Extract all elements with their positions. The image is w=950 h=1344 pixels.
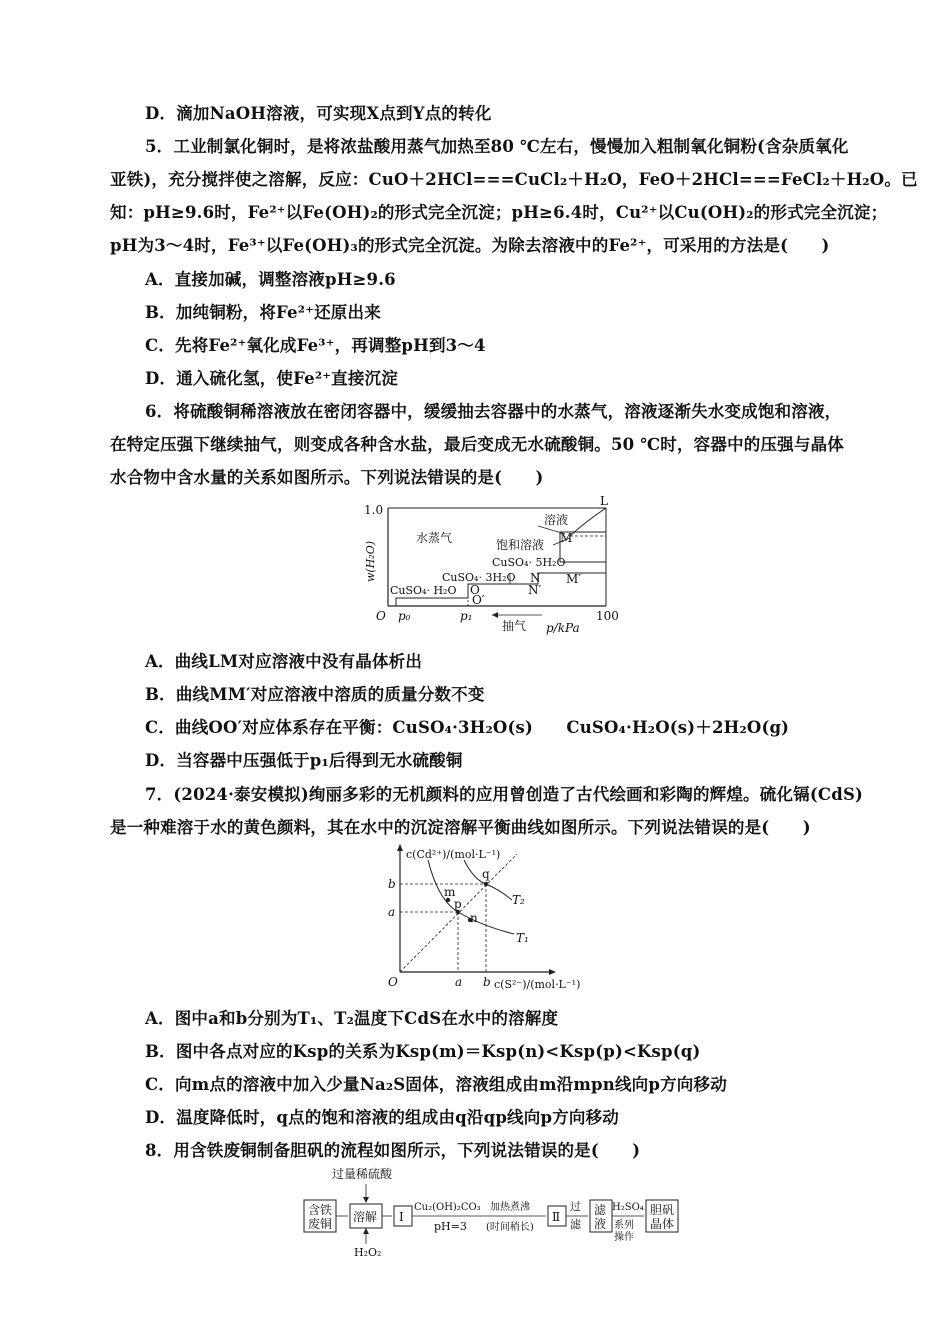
q6-label-vapor: 水蒸气	[416, 531, 453, 545]
q6-xtick-p1: p₁	[460, 609, 473, 623]
flow-step2: Ⅱ	[552, 1210, 561, 1224]
q6-figure	[360, 494, 620, 636]
q7-curve-T2: T₂	[512, 893, 525, 907]
q6-option-c: C．曲线OO′对应体系存在平衡：CuSO₄·3H₂O(s) CuSO₄·H₂O(s)＋2H₂O(g)	[145, 718, 790, 737]
q6-option-b: B．曲线MM′对应溶液中溶质的质量分数不变	[145, 685, 485, 704]
flow-h2so4: H₂SO₄	[612, 1202, 644, 1213]
q6-option-a: A．曲线LM对应溶液中没有晶体析出	[145, 652, 423, 671]
q6-option-d: D．当容器中压强低于p₁后得到无水硫酸铜	[145, 751, 463, 770]
flow-oxidant: H₂O₂	[354, 1246, 382, 1259]
q5-option-c: C．先将Fe²⁺氧化成Fe³⁺，再调整pH到3～4	[145, 336, 486, 355]
q5-stem-line4: pH为3～4时，Fe³⁺以Fe(OH)₃的形式完全沉淀。为除去溶液中的Fe²⁺，可采用的方法是( )	[110, 236, 830, 255]
q5-stem-line1: 5．工业制氯化铜时，是将浓盐酸用蒸气加热至80 ℃左右，慢慢加入粗制氧化铜粉(含杂质氧化	[145, 137, 849, 156]
flow-time: (时间稍长)	[486, 1222, 534, 1233]
q7-xlabel: c(S²⁻)/(mol·L⁻¹)	[494, 978, 581, 991]
flow-product-1: 胆矾	[650, 1203, 675, 1217]
q7-origin: O	[388, 975, 398, 989]
q7-point-p: p	[454, 897, 462, 911]
q4-option-d: D．滴加NaOH溶液，可实现X点到Y点的转化	[145, 104, 492, 123]
q6-ylabel: w(H₂O)	[364, 540, 377, 582]
q7-option-c: C．向m点的溶液中加入少量Na₂S固体，溶液组成由m沿mpn线向p方向移动	[145, 1075, 727, 1094]
q6-stem-line2: 在特定压强下继续抽气，则变成各种含水盐，最后变成无水硫酸铜。50 ℃时，容器中的压强与晶体	[110, 435, 844, 454]
flow-ph: pH=3	[434, 1220, 467, 1233]
q6-point-O: O	[470, 583, 480, 597]
q7-point-m: m	[444, 885, 456, 899]
q6-xtick-p0: p₀	[398, 609, 411, 623]
flow-filter-2: 滤	[570, 1218, 581, 1231]
q6-stem-line3: 水合物中含水量的关系如图所示。下列说法错误的是( )	[110, 468, 544, 487]
q6-label-penta: CuSO₄· 5H₂O	[492, 556, 566, 569]
q6-point-O-prime: O′	[472, 593, 485, 607]
q7-curve-T1: T₁	[516, 931, 529, 945]
q7-stem-line2: 是一种难溶于水的黄色颜料，其在水中的沉淀溶解平衡曲线如图所示。下列说法错误的是( )	[110, 818, 811, 837]
q5-stem-line2: 亚铁)，充分搅拌使之溶解，反应：CuO＋2HCl===CuCl₂＋H₂O，FeO＋2HCl===FeCl₂＋H₂O。已	[110, 170, 918, 189]
q7-point-n: n	[470, 911, 478, 925]
q5-stem-line3: 知：pH≥9.6时，Fe²⁺以Fe(OH)₂的形式完全沉淀；pH≥6.4时，Cu²⁺以Cu(OH)₂的形式完全沉淀；	[110, 203, 888, 222]
q7-ytick-b: b	[388, 877, 396, 891]
q7-ytick-a: a	[388, 905, 396, 919]
flow-dissolve: 溶解	[353, 1210, 378, 1224]
q5-option-a: A．直接加碱，调整溶液pH≥9.6	[145, 270, 396, 289]
q6-point-M-prime: M′	[566, 572, 582, 586]
q6-label-mono: CuSO₄· H₂O	[390, 584, 457, 597]
q8-flowchart	[300, 1164, 690, 1262]
q8-stem-line1: 8．用含铁废铜制备胆矾的流程如图所示，下列说法错误的是( )	[145, 1141, 641, 1160]
flow-heat: 加热煮沸	[490, 1202, 530, 1213]
flow-step1: Ⅰ	[399, 1210, 404, 1224]
flow-filter-1: 过	[570, 1200, 581, 1213]
q7-xtick-a: a	[455, 975, 463, 989]
q7-option-d: D．温度降低时，q点的饱和溶液的组成由q沿qp线向p方向移动	[145, 1108, 619, 1127]
q7-point-q: q	[482, 867, 490, 881]
q7-stem-line1: 7．(2024·泰安模拟)绚丽多彩的无机颜料的应用曾创造了古代绘画和彩陶的辉煌。硫化镉(CdS)	[145, 785, 864, 804]
flow-filtrate-1: 滤	[594, 1203, 607, 1217]
q6-origin: O	[376, 609, 386, 623]
q5-option-d: D．通入硫化氢，使Fe²⁺直接沉淀	[145, 369, 398, 388]
flow-acid: 过量稀硫酸	[332, 1167, 393, 1181]
q6-point-N-prime: N′	[528, 583, 542, 597]
q6-stem-line1: 6．将硫酸铜稀溶液放在密闭容器中，缓缓抽去容器中的水蒸气，溶液逐渐失水变成饱和溶液，	[145, 402, 842, 421]
q6-ytick: 1.0	[364, 503, 384, 517]
flow-ops-1: 系列	[614, 1220, 634, 1231]
q6-xtick-100: 100	[596, 609, 619, 623]
q6-point-L: L	[600, 494, 608, 508]
q7-xtick-b: b	[483, 975, 491, 989]
q6-label-solution: 溶液	[544, 513, 569, 527]
flow-filtrate-2: 液	[594, 1217, 607, 1231]
q6-point-N: N	[530, 571, 541, 585]
q5-option-b: B．加纯铜粉，将Fe²⁺还原出来	[145, 303, 381, 322]
flow-product-2: 晶体	[650, 1217, 675, 1231]
q7-option-b: B．图中各点对应的Ksp的关系为Ksp(m)＝Ksp(n)<Ksp(p)<Ksp(q)	[145, 1042, 701, 1061]
q6-xlabel: p/kPa	[546, 621, 580, 635]
q6-arrow-label: 抽气	[502, 619, 527, 633]
flow-start-2: 废铜	[308, 1217, 333, 1231]
q6-point-M: M	[560, 531, 573, 545]
flow-reagent: Cu₂(OH)₂CO₃	[414, 1202, 481, 1213]
q6-label-saturated: 饱和溶液	[496, 538, 545, 552]
q6-label-tri: CuSO₄· 3H₂O	[442, 571, 516, 584]
q7-option-a: A．图中a和b分别为T₁、T₂温度下CdS在水中的溶解度	[145, 1009, 559, 1028]
q7-ylabel: c(Cd²⁺)/(mol·L⁻¹)	[406, 848, 501, 861]
flow-start-1: 含铁	[308, 1203, 333, 1217]
flow-ops-2: 操作	[614, 1232, 634, 1243]
q7-figure	[372, 842, 604, 994]
